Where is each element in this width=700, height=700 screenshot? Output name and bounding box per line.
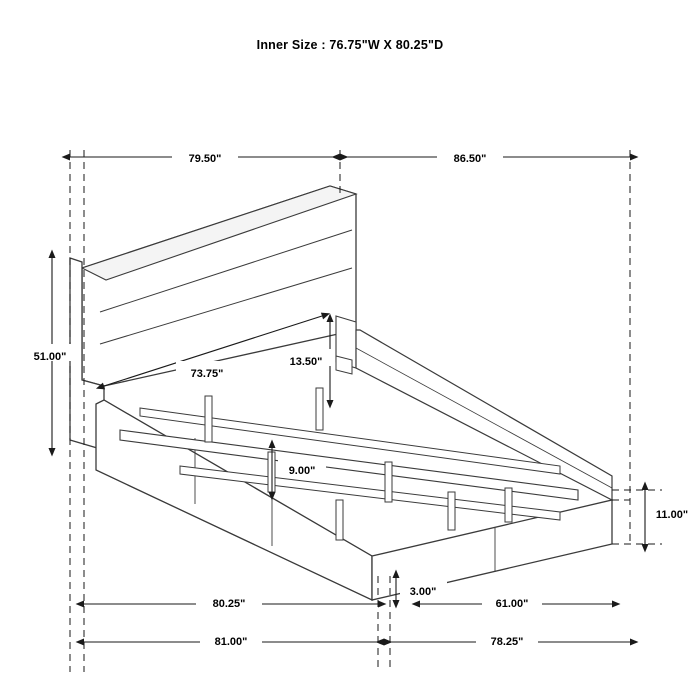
page-title: Inner Size : 76.75"W X 80.25"D xyxy=(256,38,444,52)
support-leg-4 xyxy=(385,462,392,502)
dim-label-top-right: 86.50" xyxy=(453,152,487,165)
dim-label-left-height: 51.00" xyxy=(33,350,67,363)
support-leg-5 xyxy=(336,500,343,540)
dim-label-headboard-width: 73.75" xyxy=(190,367,224,380)
support-leg-2 xyxy=(316,388,323,430)
dim-label-slat-height: 9.00" xyxy=(288,464,316,477)
dim-label-right-height: 11.00" xyxy=(655,508,689,521)
dim-label-rail-drop: 13.50" xyxy=(289,355,323,368)
support-leg-1 xyxy=(205,396,212,442)
dim-label-foot-thickness: 3.00" xyxy=(409,585,437,598)
dim-label-bottom-left-total: 81.00" xyxy=(214,635,248,648)
bed-illustration xyxy=(70,186,612,600)
dim-label-top-left: 79.50" xyxy=(188,152,222,165)
dim-label-bottom-left-mid: 80.25" xyxy=(212,597,246,610)
dim-label-bottom-right-total: 78.25" xyxy=(490,635,524,648)
side-rail-left xyxy=(96,400,372,600)
dim-label-bottom-right-mid: 61.00" xyxy=(495,597,529,610)
support-leg-7 xyxy=(505,488,512,522)
support-leg-6 xyxy=(448,492,455,530)
